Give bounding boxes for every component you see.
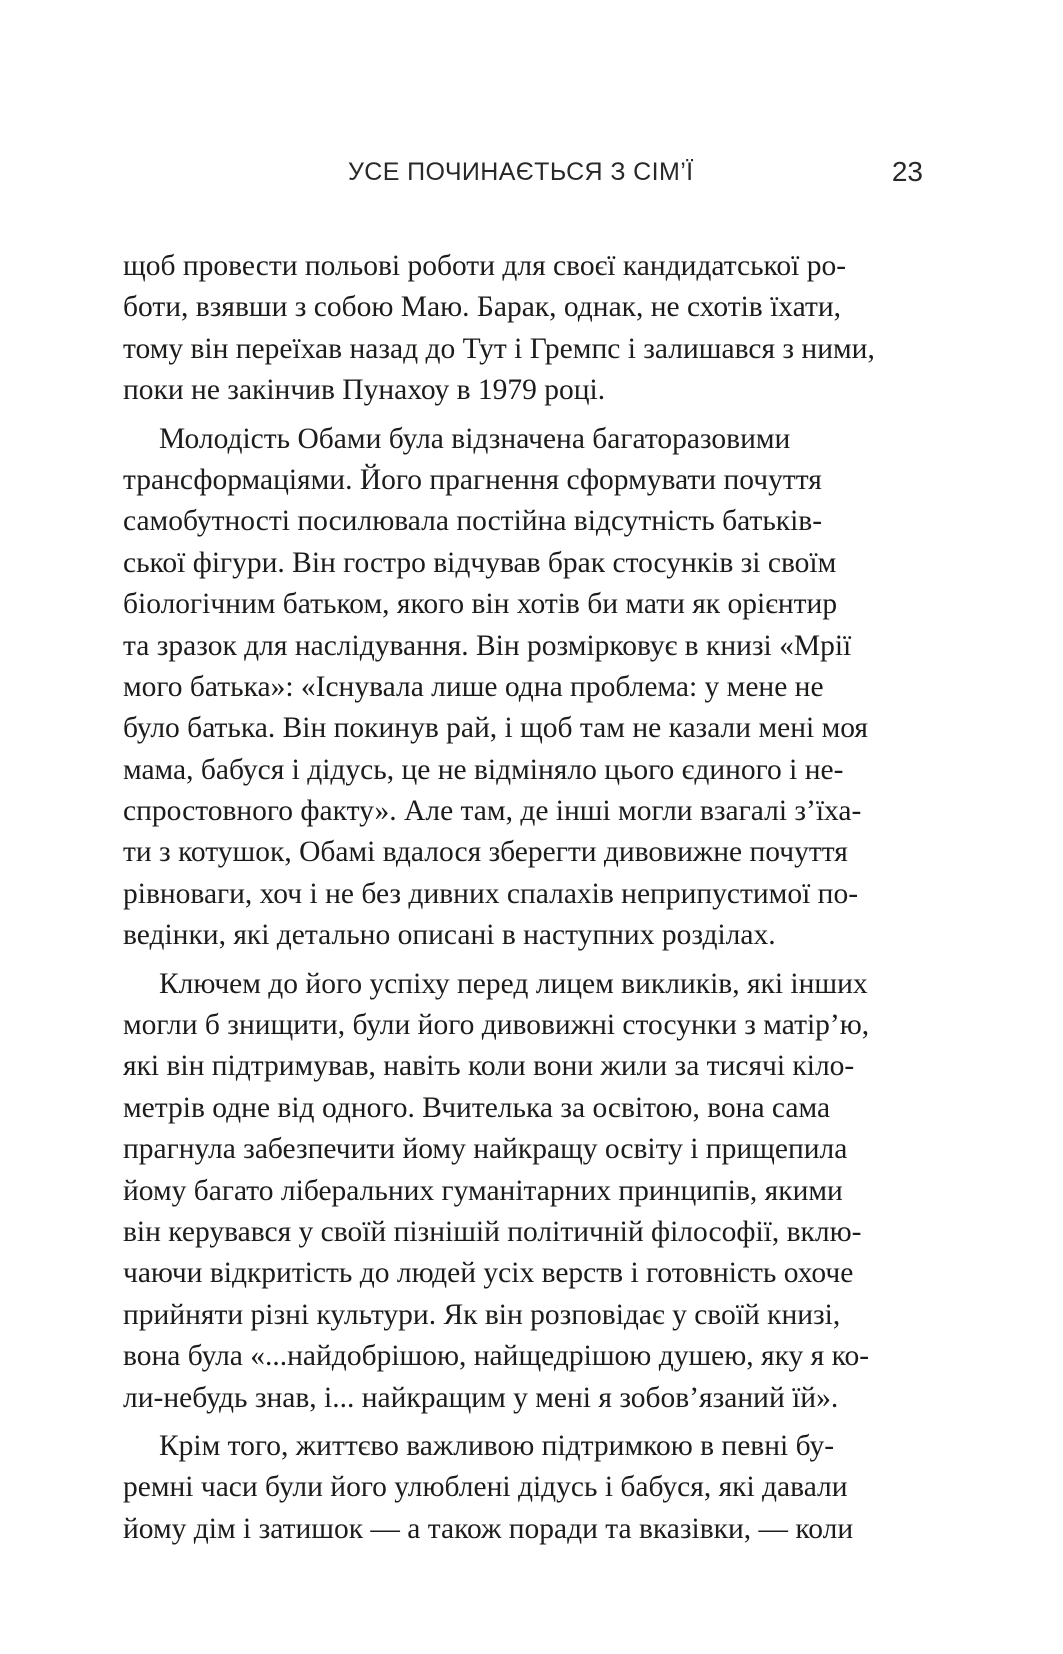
text-line: біологічним батьком, якого він хотів би мати як орієнтир: [123, 588, 838, 621]
text-line: він керувався у своїй пізнішій політичній філософії, вклю-: [123, 1215, 862, 1248]
text-line: ведінки, які детально описані в наступних розділах.: [123, 919, 776, 952]
text-line: ської фігури. Він гостро відчував брак стосунків зі своїм: [123, 546, 837, 579]
text-line: Молодість Обами була відзначена багаторазовими: [159, 422, 791, 455]
text-line: йому дім і затишок — а також поради та вказівки, — коли: [123, 1512, 854, 1545]
text-line: спростовного факту». Але там, де інші могли взагалі з’їха-: [123, 795, 862, 828]
text-line: рівноваги, хоч і не без дивних спалахів неприпустимої по-: [123, 877, 859, 910]
paragraph-gap: [123, 412, 922, 419]
paragraph-gap: [123, 1419, 922, 1426]
text-line: ти з котушок, Обамі вдалося зберегти дивовижне почуття: [123, 836, 848, 869]
text-line: прагнула забезпечити йому найкращу освіту і прищепила: [123, 1133, 848, 1166]
text-line: поки не закінчив Пунахоу в 1979 році.: [123, 374, 606, 407]
text-line: щоб провести польові роботи для своєї кандидатської ро-: [123, 250, 847, 282]
paragraph: [123, 964, 922, 1419]
body-text: [123, 246, 922, 1550]
text-line: прийняти різні культури. Як він розповідає у своїй книзі,: [123, 1298, 841, 1331]
paragraph: [123, 1426, 922, 1550]
text-line: та зразок для наслідування. Він розмірковує в книзі «Мрії: [123, 629, 852, 662]
text-line: які він підтримував, навіть коли вони жили за тисячі кіло-: [123, 1050, 855, 1083]
text-line: було батька. Він покинув рай, і щоб там не казали мені моя: [123, 712, 868, 745]
text-line: чаючи відкритість до людей усіх верств і готовність охоче: [123, 1257, 854, 1290]
running-title: УСЕ ПОЧИНАЄТЬСЯ З СІМ’Ї: [348, 158, 694, 186]
page-number: 23: [891, 156, 923, 187]
text-line: мама, бабуся і дідусь, це не відміняло цього єдиного і не-: [123, 753, 844, 786]
paragraph: [123, 419, 922, 957]
text-line: йому багато ліберальних гуманітарних принципів, якими: [123, 1174, 843, 1207]
text-line: самобутності посилювала постійна відсутність батьків-: [123, 505, 823, 538]
paragraph-gap: [123, 957, 922, 964]
text-line: метрів одне від одного. Вчителька за освітою, вона сама: [123, 1091, 831, 1124]
paragraph: [123, 246, 922, 412]
text-line: вона була «...найдобрішою, найщедрішою душею, яку я ко-: [123, 1340, 870, 1373]
text-line: трансформаціями. Його прагнення сформувати почуття: [123, 463, 822, 496]
text-line: тому він переїхав назад до Тут і Гремпс і залишався з ними,: [123, 332, 875, 365]
running-head: [123, 158, 923, 198]
text-line: ремні часи були його улюблені дідусь і бабуся, які давали: [123, 1471, 848, 1504]
text-line: Ключем до його успіху перед лицем викликів, які інших: [159, 967, 868, 1000]
text-line: ли-небудь знав, і... найкращим у мені я зобов’язаний їй».: [123, 1381, 839, 1414]
text-line: могли б знищити, були його дивовижні стосунки з матір’ю,: [123, 1009, 870, 1042]
text-line: боти, взявши з собою Маю. Барак, однак, не схотів їхати,: [123, 291, 842, 324]
text-line: Крім того, життєво важливою підтримкою в певні бу-: [159, 1429, 835, 1462]
text-line: мого батька»: «Існувала лише одна проблема: у мене не: [123, 670, 824, 703]
